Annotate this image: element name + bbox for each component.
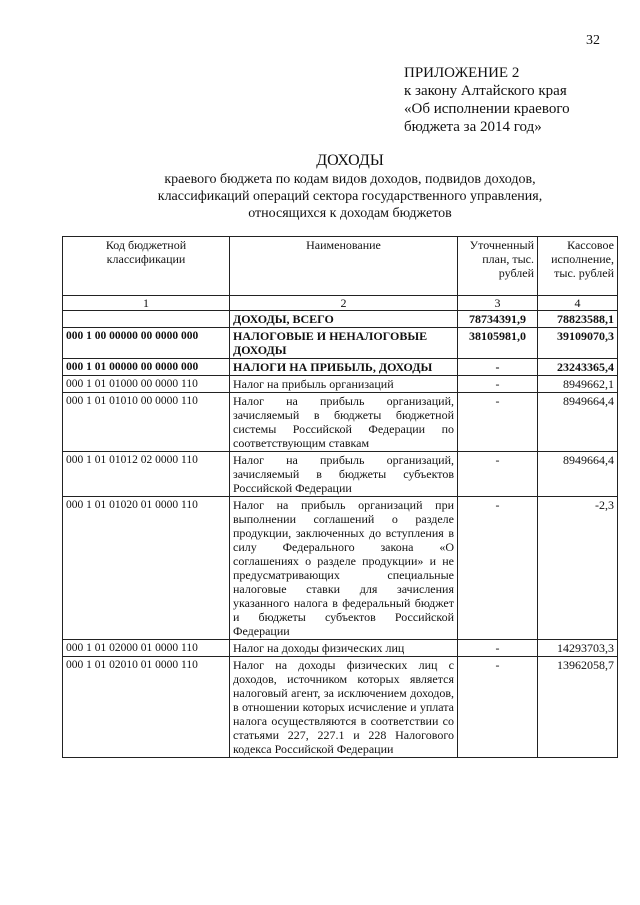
row-plan: - [458,359,538,376]
row-exec: 8949664,4 [538,452,618,497]
row-code [63,311,230,328]
row-plan: - [458,497,538,640]
row-exec: 8949664,4 [538,393,618,452]
row-code: 000 1 01 01020 01 0000 110 [63,497,230,640]
row-name: Налог на прибыль организаций, зачисляемый в бюджеты субъектов Российской Федерации [230,452,458,497]
row-plan: 78734391,9 [458,311,538,328]
header-name: Наименование [230,237,458,296]
row-name: Налог на доходы физических лиц с доходов, источником которых является налоговый агент, за исключением доходов, в отношении которых исчисление и уплата налога осуществляются в соответствии со статьями 227, 227.1 и 228 Налогового кодекса Российской Федерации [230,657,458,758]
row-plan: - [458,657,538,758]
table-row [63,640,618,657]
page-number: 32 [586,33,600,48]
header-exec: Кассовое исполнение, тыс. рублей [538,237,618,296]
row-code: 000 1 00 00000 00 0000 000 [63,328,230,359]
row-plan: 38105981,0 [458,328,538,359]
row-name: Налог на прибыль организаций [230,376,458,393]
table-row [63,359,618,376]
table-row [63,497,618,640]
row-exec: -2,3 [538,497,618,640]
income-table [62,236,618,758]
row-code: 000 1 01 01000 00 0000 110 [63,376,230,393]
table-row [63,657,618,758]
row-plan: - [458,393,538,452]
row-code: 000 1 01 00000 00 0000 000 [63,359,230,376]
row-code: 000 1 01 01012 02 0000 110 [63,452,230,497]
table-body [63,311,618,758]
row-exec: 13962058,7 [538,657,618,758]
row-name: Налог на прибыль организаций при выполнении соглашений о разделе продукции, заключенных до вступления в силу Федерального закона «О соглашениях о разделе продукции» и не предусматривающих специальные налоговые ставки для зачисления указанного налога в федеральный бюджет и бюджеты субъектов Российской Федерации [230,497,458,640]
table-row [63,376,618,393]
row-exec: 8949662,1 [538,376,618,393]
title-main: ДОХОДЫ [316,152,384,169]
row-name: Налог на прибыль организаций, зачисляемый в бюджеты бюджетной системы Российской Федерации по соответствующим ставкам [230,393,458,452]
appendix-line-2: к закону Алтайского края [404,83,567,99]
table-row [63,393,618,452]
row-plan: - [458,452,538,497]
header-plan: Уточненный план, тыс. рублей [458,237,538,296]
row-name: Налог на доходы физических лиц [230,640,458,657]
column-number: 3 [458,296,538,311]
title-line-1: краевого бюджета по кодам видов доходов, подвидов доходов, [164,172,536,187]
title-line-2: классификаций операций сектора государственного управления, [157,189,543,204]
column-number-row [63,296,618,311]
header-code: Код бюджетной классификации [63,237,230,296]
column-number: 4 [538,296,618,311]
column-number: 2 [230,296,458,311]
table-header-row [63,237,618,296]
row-name: НАЛОГИ НА ПРИБЫЛЬ, ДОХОДЫ [230,359,458,376]
title-line-3: относящихся к доходам бюджетов [248,206,452,221]
appendix-line-1: ПРИЛОЖЕНИЕ 2 [404,65,520,81]
row-exec: 14293703,3 [538,640,618,657]
appendix-block [404,64,604,136]
row-code: 000 1 01 02010 01 0000 110 [63,657,230,758]
row-name: НАЛОГОВЫЕ И НЕНАЛОГОВЫЕ ДОХОДЫ [230,328,458,359]
row-plan: - [458,376,538,393]
appendix-line-3: «Об исполнении краевого [404,101,570,117]
document-title [100,150,600,222]
row-code: 000 1 01 01010 00 0000 110 [63,393,230,452]
table-row [63,311,618,328]
table-row [63,328,618,359]
table-row [63,452,618,497]
row-exec: 39109070,3 [538,328,618,359]
row-name: ДОХОДЫ, ВСЕГО [230,311,458,328]
row-exec: 23243365,4 [538,359,618,376]
row-code: 000 1 01 02000 01 0000 110 [63,640,230,657]
appendix-line-4: бюджета за 2014 год» [404,119,542,135]
column-number: 1 [63,296,230,311]
row-plan: - [458,640,538,657]
row-exec: 78823588,1 [538,311,618,328]
